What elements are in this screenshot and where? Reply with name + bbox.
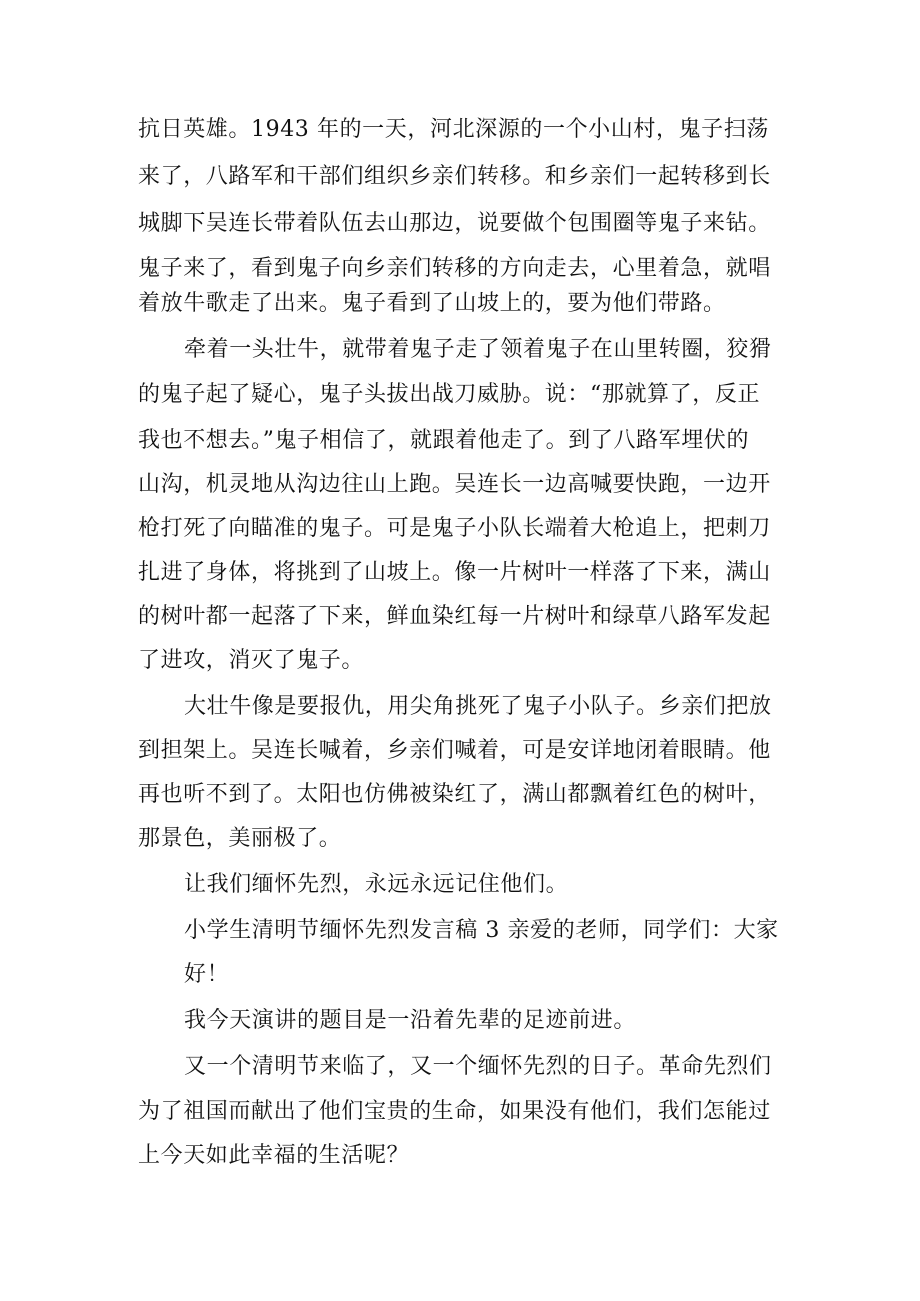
- text-line: 枪打死了向瞄准的鬼子。可是鬼子小队长端着大枪追上，把刺刀: [138, 516, 771, 541]
- paragraph-start-line: 大壮牛像是要报仇，用尖角挑死了鬼子小队子。乡亲们把放: [184, 694, 772, 719]
- paragraph-start-line: 让我们缅怀先烈，永远永远记住他们。: [184, 872, 569, 897]
- text-line: 来了，八路军和干部们组织乡亲们转移。和乡亲们一起转移到长: [138, 164, 771, 189]
- text-line: 我也不想去。”鬼子相信了，就跟着他走了。到了八路军埋伏的: [138, 428, 750, 453]
- text-line: 了进攻，消灭了鬼子。: [138, 648, 365, 673]
- text-line: 那景色，美丽极了。: [138, 826, 342, 851]
- text-line: 好！: [184, 962, 230, 987]
- paragraph-start-line: 牵着一头壮牛，就带着鬼子走了领着鬼子在山里转圈，狡猾: [184, 337, 772, 362]
- text-line: 扎进了身体，将挑到了山坡上。像一片树叶一样落了下来，满山: [138, 560, 771, 585]
- text-line: 为了祖国而献出了他们宝贵的生命，如果没有他们，我们怎能过: [138, 1099, 771, 1124]
- text-line: 鬼子来了，看到鬼子向乡亲们转移的方向走去，心里着急，就唱: [138, 256, 771, 281]
- text-line: 城脚下吴连长带着队伍去山那边，说要做个包围圈等鬼子来钻。: [138, 211, 771, 236]
- text-line: 到担架上。吴连长喊着，乡亲们喊着，可是安详地闭着眼睛。他: [138, 738, 771, 763]
- text-line: 的鬼子起了疑心，鬼子头拔出战刀威胁。说：“那就算了，反正: [138, 382, 761, 407]
- text-line: 山沟，机灵地从沟边往山上跑。吴连长一边高喊要快跑，一边开: [138, 472, 771, 497]
- paragraph-start-line: 小学生清明节缅怀先烈发言稿 3 亲爱的老师，同学们：大家: [184, 918, 779, 943]
- text-line: 再也听不到了。太阳也仿佛被染红了，满山都飘着红色的树叶，: [138, 782, 771, 807]
- text-line: 上今天如此幸福的生活呢？: [138, 1143, 410, 1168]
- text-line: 抗日英雄。1943 年的一天，河北深源的一个小山村，鬼子扫荡: [138, 117, 769, 142]
- text-line: 的树叶都一起落了下来，鲜血染红每一片树叶和绿草八路军发起: [138, 604, 771, 629]
- paragraph-start-line: 我今天演讲的题目是一沿着先辈的足迹前进。: [184, 1008, 637, 1033]
- text-line: 着放牛歌走了出来。鬼子看到了山坡上的，要为他们带路。: [138, 291, 726, 316]
- paragraph-start-line: 又一个清明节来临了，又一个缅怀先烈的日子。革命先烈们: [184, 1054, 772, 1079]
